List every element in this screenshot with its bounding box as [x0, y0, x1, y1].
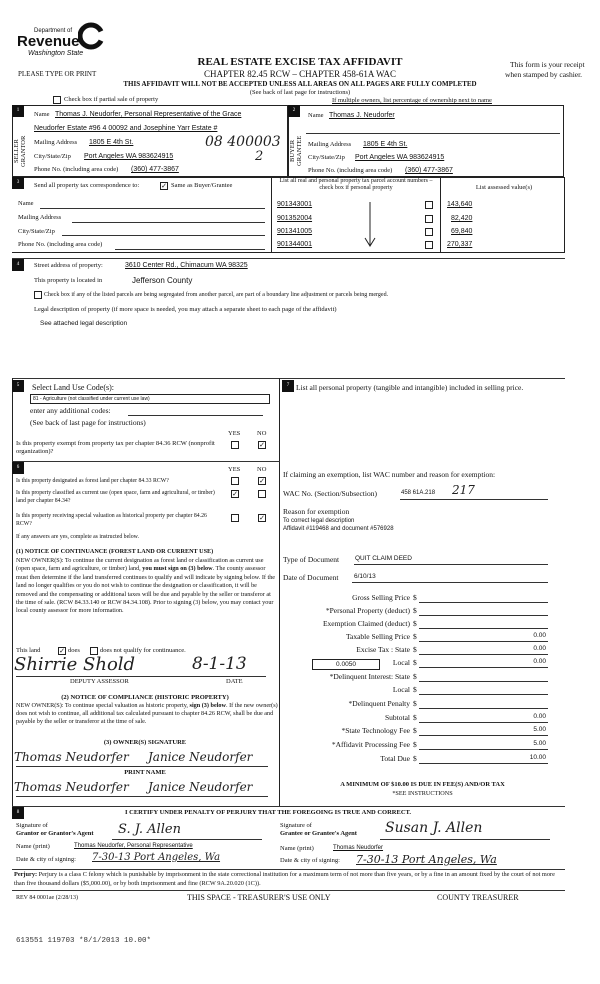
seller-name-line2[interactable]: Neudorfer Estate #96 4 00092 and Josephine Yarr Estate #	[34, 125, 218, 132]
buyer-name[interactable]: Thomas J. Neudorfer	[329, 112, 395, 119]
dollar-sign: $	[413, 685, 417, 694]
section-6-divider	[12, 461, 280, 462]
fee-label: Exemption Claimed (deduct)	[322, 619, 410, 628]
fee-line	[419, 749, 548, 750]
value-header: List assessed value(s)	[475, 184, 533, 191]
owner-sig-line	[16, 766, 268, 767]
county-treasurer: COUNTY TREASURER	[437, 893, 519, 902]
fee-line	[419, 708, 548, 709]
corr-phone-field[interactable]	[115, 249, 265, 250]
docdate-label: Date of Document	[283, 573, 339, 582]
corr-address-label: Mailing Address	[18, 214, 62, 221]
seller-name-label: Name	[34, 111, 50, 118]
fee-value[interactable]: 0.00	[533, 645, 546, 652]
grantor-name[interactable]: Thomas Neudorfer, Personal Representative	[74, 843, 193, 849]
parcel-number[interactable]: 901341005	[277, 228, 313, 235]
dollar-sign: $	[413, 754, 417, 763]
fee-value[interactable]: 0.00	[533, 713, 546, 720]
wac-label: WAC No. (Section/Subsection)	[283, 489, 377, 498]
grantee-date-city[interactable]: 7-30-13 Port Angeles, Wa	[356, 853, 497, 866]
yes-header-6: YES	[228, 466, 241, 473]
fee-label: Taxable Selling Price	[345, 632, 410, 641]
exempt-yes-checkbox[interactable]	[231, 441, 239, 449]
if-yes-note: If any answers are yes, complete as instructed below.	[16, 534, 139, 540]
footer-divider	[12, 890, 565, 891]
print-name-2: Janice Neudorfer	[148, 780, 253, 794]
date-label: DATE	[226, 678, 243, 685]
exempt-question: Is this property exempt from property tax per chapter 84.36 RCW (nonprofit organization)?	[16, 440, 215, 455]
form-subtitle: CHAPTER 82.45 RCW – CHAPTER 458-61A WAC	[204, 69, 396, 79]
section-8-divider	[12, 806, 565, 807]
street-label: Street address of property:	[34, 262, 103, 269]
fee-line	[419, 735, 548, 736]
assessor-line	[16, 676, 266, 677]
print-name-1: Thomas Neudorfer	[14, 780, 129, 794]
segregated-checkbox[interactable]	[34, 291, 42, 299]
fee-line	[419, 602, 548, 603]
same-as-buyer-label: Same as Buyer/Grantee	[171, 182, 233, 189]
fee-line	[419, 763, 548, 764]
fee-label: Local	[392, 685, 410, 694]
parcel-header: List all real and personal property tax parcel account numbers – check box if personal property	[279, 178, 433, 191]
section-6-badge: 6	[12, 462, 24, 474]
n2-text-a: NEW OWNER(S): To continue special valuation as historic property,	[16, 702, 190, 709]
buyer-phone-label: Phone No. (including area code)	[308, 167, 393, 174]
grantee-date-label: Date & city of signing:	[280, 857, 340, 864]
additional-codes-label: enter any additional codes:	[30, 406, 111, 415]
receipt-note-1: This form is your receipt	[510, 60, 585, 69]
reason-line2[interactable]: Affidavit #119468 and document #576928	[283, 526, 394, 532]
reason-line1[interactable]: To correct legal description	[283, 518, 355, 524]
additional-codes-field[interactable]	[128, 415, 263, 416]
handwritten-arrow-icon	[360, 198, 380, 250]
exempt-no-checkbox[interactable]: ✓	[259, 441, 265, 449]
buyer-name-label: Name	[308, 112, 324, 119]
parcel-number[interactable]: 901352004	[277, 215, 313, 222]
notice-continuance-title: (1) NOTICE OF CONTINUANCE (FOREST LAND OR CURRENT USE)	[16, 548, 214, 555]
notice-continuance-text	[16, 557, 278, 616]
seller-phone[interactable]: (360) 477-3867	[131, 166, 179, 173]
docdate-line	[352, 582, 548, 583]
grantee-name-label: Name (print)	[280, 845, 314, 852]
print-name-label: PRINT NAME	[124, 769, 166, 776]
current-use-question: Is this property classified as current use (open space, farm and agricultural, or timber) land per chapter 84.34?	[16, 490, 215, 504]
fee-label: *Affidavit Processing Fee	[331, 740, 410, 749]
dollar-sign: $	[413, 699, 417, 708]
buyer-name-line2	[306, 133, 560, 134]
assessed-value[interactable]: 143,640	[447, 201, 473, 208]
see-back: (See back of last page for instructions)	[249, 89, 351, 96]
dor-logo-icon	[78, 22, 104, 50]
logo-line2: Revenue	[17, 33, 80, 50]
grantor-label: Grantor or Grantor's Agent	[16, 830, 94, 837]
n2-text-b: . If the new owner(s) does not wish to continue, all additional tax calculated pursuant to chapter 84.26 RCW, shall be due and payable by the seller or transferor at the time of sale.	[16, 702, 278, 725]
grantee-name[interactable]: Thomas Neudorfer	[333, 845, 384, 851]
warning: THIS AFFIDAVIT WILL NOT BE ACCEPTED UNLESS ALL AREAS ON ALL PAGES ARE FULLY COMPLETED	[123, 80, 477, 88]
dollar-sign: $	[413, 593, 417, 602]
owner-signature-title: (3) OWNER(S) SIGNATURE	[103, 739, 187, 746]
reason-label: Reason for exemption	[283, 507, 350, 516]
section-3-badge: 3	[12, 177, 24, 189]
grantor-date-label: Date & city of signing:	[16, 856, 76, 863]
n1-text-b: . The county assessor must then determine if the land transferred continues to qualify and will indicate by signing below. If the land no longer qualifies or you do not wish to continue the designation or classification, it will be removed and the compensating or additional taxes will be due and payable by the seller or transferor at the time of sale. (RCW 84.33.140 or RCW 84.34.108). Prior to signing (3) below, you may contact your local county assessor for more information.	[16, 565, 276, 615]
yes-header: YES	[228, 430, 241, 437]
wac-number[interactable]: 458 61A.218	[401, 490, 436, 496]
multiple-owners-note: If multiple owners, list percentage of ownership next to name	[332, 97, 492, 104]
fee-label: Total Due	[380, 754, 410, 763]
n1-text-a: NEW OWNER(S): To continue the current designation as forest land or classification as current use (open space, farm and agriculture, or timber) land,	[16, 557, 264, 573]
partial-sale-checkbox[interactable]	[53, 96, 61, 104]
historic-question: Is this property receiving special valuation as historical property per chapter 84.26 RCW?	[16, 513, 207, 527]
perjury-bold: Perjury:	[14, 871, 38, 878]
local-rate-box[interactable]: 0.0050	[312, 659, 380, 670]
personal-property-checkbox[interactable]	[425, 241, 433, 249]
print-line	[16, 796, 268, 797]
exemption-label: If claiming an exemption, list WAC number and reason for exemption:	[283, 470, 496, 479]
doctype-line	[354, 564, 548, 565]
n1-bold: you must sign on (3) below	[142, 565, 213, 573]
notice-compliance-title: (2) NOTICE OF COMPLIANCE (HISTORIC PROPERTY)	[61, 694, 229, 701]
does-qualify-checkbox[interactable]: ✓	[59, 647, 65, 655]
sec5-see-back: (See back of last page for instructions)	[30, 418, 146, 427]
dollar-sign: $	[413, 632, 417, 641]
fee-line	[419, 694, 548, 695]
personal-property-checkbox[interactable]	[425, 201, 433, 209]
county[interactable]: Jefferson County	[132, 276, 193, 285]
fee-label: *Delinquent Interest: State	[329, 672, 410, 681]
buyer-city[interactable]: Port Angeles WA 983624915	[355, 154, 445, 161]
corr-city-field[interactable]	[62, 235, 265, 236]
grantee-sig-of: Signature of	[280, 822, 312, 829]
section-2-badge: 2	[288, 105, 300, 117]
grantee-signature: Susan J. Allen	[385, 820, 483, 836]
receipt-note-2: when stamped by cashier.	[505, 70, 583, 79]
grantee-sig-line	[380, 839, 550, 840]
perjury-notice	[14, 871, 566, 888]
grantor-sig-line	[112, 839, 262, 840]
treasurer-use-only: THIS SPACE - TREASURER'S USE ONLY	[187, 893, 331, 902]
cashier-stamp: 613551 119703 *8/1/2013 10.00*	[16, 937, 152, 945]
personal-property-checkbox[interactable]	[425, 215, 433, 223]
seller-city[interactable]: Port Angeles WA 983624915	[84, 153, 174, 160]
dollar-sign: $	[413, 658, 417, 667]
fee-label: Local	[392, 658, 410, 667]
dollar-sign: $	[413, 619, 417, 628]
dollar-sign: $	[413, 606, 417, 615]
grantor-name-label: Name (print)	[16, 843, 50, 850]
fee-label: Gross Selling Price	[352, 593, 410, 602]
fee-label: *Delinquent Penalty	[348, 699, 410, 708]
fee-line	[419, 641, 548, 642]
forest-yes-checkbox[interactable]	[231, 477, 239, 485]
assessor-date: 8-1-13	[192, 654, 247, 674]
dollar-sign: $	[413, 645, 417, 654]
minimum-note: A MINIMUM OF $10.00 IS DUE IN FEE(S) AND/OR TAX	[340, 781, 505, 788]
fee-label: *Personal Property (deduct)	[325, 606, 410, 615]
section-8-badge: 8	[12, 807, 24, 819]
does-not-label: does not qualify for continuance.	[100, 647, 186, 654]
corr-name-field[interactable]	[40, 208, 265, 209]
land-use-label: Select Land Use Code(s):	[32, 383, 114, 392]
dollar-sign: $	[413, 740, 417, 749]
no-header: NO	[257, 430, 267, 437]
assessed-value[interactable]: 69,840	[451, 228, 473, 235]
buyer-phone[interactable]: (360) 477-3867	[405, 167, 453, 174]
section-7-badge: 7	[282, 380, 294, 392]
assessed-value[interactable]: 270,337	[447, 241, 473, 248]
corr-city-label: City/State/Zip	[18, 228, 55, 235]
please-type: PLEASE TYPE OR PRINT	[18, 70, 97, 78]
current-use-yes-checkbox[interactable]: ✓	[232, 490, 238, 498]
deputy-assessor-label: DEPUTY ASSESSOR	[70, 678, 129, 685]
logo-line3: Washington State	[28, 50, 84, 57]
fee-value[interactable]: 5.00	[533, 740, 546, 747]
buyer-address[interactable]: 1805 E 4th St.	[363, 141, 408, 148]
current-use-no-checkbox[interactable]	[258, 490, 266, 498]
form-title: REAL ESTATE EXCISE TAX AFFIDAVIT	[197, 56, 403, 68]
doctype-label: Type of Document	[283, 555, 340, 564]
legal-description[interactable]: See attached legal description	[40, 320, 128, 327]
no-header-6: NO	[257, 466, 267, 473]
dollar-sign: $	[413, 726, 417, 735]
owner-signature-1: Thomas Neudorfer	[14, 750, 129, 764]
wac-line	[400, 499, 548, 500]
seller-city-label: City/State/Zip	[34, 153, 71, 160]
dollar-sign: $	[413, 672, 417, 681]
fee-line	[419, 681, 548, 682]
see-instructions: *SEE INSTRUCTIONS	[392, 790, 453, 797]
this-land-label: This land	[16, 647, 41, 654]
fee-label: Excise Tax : State	[356, 645, 410, 654]
personal-property-checkbox[interactable]	[425, 228, 433, 236]
dollar-sign: $	[413, 713, 417, 722]
perjury-divider	[12, 869, 565, 870]
assessed-value[interactable]: 82,420	[451, 215, 473, 222]
buyer-address-label: Mailing Address	[308, 141, 352, 148]
land-use-select[interactable]: 81 - Agriculture (not classified under current use law)	[30, 394, 270, 404]
doctype[interactable]: QUIT CLAIM DEED	[355, 555, 412, 562]
wac-handwritten: 217	[452, 483, 475, 497]
parcel-number[interactable]: 901344001	[277, 241, 313, 248]
grantee-label: Grantee or Grantee's Agent	[280, 830, 357, 837]
same-as-buyer-checkbox[interactable]: ✓	[161, 182, 167, 190]
grantor-date-city[interactable]: 7-30-13 Port Angeles, Wa	[92, 852, 221, 863]
section-5-badge: 5	[12, 380, 24, 392]
legal-label: Legal description of property (if more space is needed, you may attach a separate sheet to each page of the affidavit)	[34, 306, 337, 313]
fee-value[interactable]: 5.00	[533, 726, 546, 733]
section-4-badge: 4	[12, 259, 24, 271]
perjury-text: Perjury is a class C felony which is punishable by imprisonment in the state correctional institution for a maximum term of not more than five years, or by a fine in an amount fixed by the court of not more than five thousand dollars ($5,000.00), or by both imprisonment and fine (RCW 9A.20.020 (1C)).	[14, 871, 555, 887]
certify-statement: I CERTIFY UNDER PENALTY OF PERJURY THAT THE FOREGOING IS TRUE AND CORRECT.	[125, 809, 412, 816]
fee-line	[419, 722, 548, 723]
partial-sale-label: Check box if partial sale of property	[64, 96, 159, 103]
fee-line	[419, 628, 548, 629]
seller-address[interactable]: 1805 E 4th St.	[89, 139, 134, 146]
seller-side-label: SELLER GRANTOR	[13, 135, 27, 167]
seller-address-label: Mailing Address	[34, 139, 78, 146]
segregated-label: Check box if any of the listed parcels are being segregated from another parcel, are part of a boundary line adjustment or parcels being merged.	[44, 292, 389, 298]
section-1-badge: 1	[12, 105, 24, 117]
section-4-divider	[12, 258, 565, 259]
handwritten-2: 2	[255, 149, 264, 164]
street-address[interactable]: 3610 Center Rd., Chimacum WA 98325	[125, 262, 248, 269]
grantor-signature: S. J. Allen	[118, 822, 181, 837]
docdate[interactable]: 6/10/13	[354, 573, 376, 580]
owner-signature-2: Janice Neudorfer	[148, 750, 253, 764]
n2-bold: sign (3) below	[189, 702, 226, 709]
seller-name-line1[interactable]: Thomas J. Neudorfer, Personal Representative of the Grace	[55, 111, 242, 118]
fee-value[interactable]: 0.00	[533, 658, 546, 665]
handwritten-number: 08 400003	[205, 134, 281, 150]
fee-line	[419, 615, 548, 616]
corr-phone-label: Phone No. (including area code)	[18, 241, 103, 248]
send-correspondence-label: Send all property tax correspondence to:	[34, 182, 140, 189]
fee-line	[419, 667, 548, 668]
personal-property-note: List all personal property (tangible and intangible) included in selling price.	[296, 383, 524, 392]
forest-no-checkbox[interactable]: ✓	[259, 477, 265, 485]
historic-yes-checkbox[interactable]	[231, 514, 239, 522]
historic-no-checkbox[interactable]: ✓	[259, 514, 265, 522]
fee-label: *State Technology Fee	[341, 726, 410, 735]
buyer-city-label: City/State/Zip	[308, 154, 345, 161]
fee-value[interactable]: 0.00	[533, 632, 546, 639]
seller-phone-label: Phone No. (including area code)	[34, 166, 119, 173]
corr-name-label: Name	[18, 200, 34, 207]
located-label: This property is located in	[34, 277, 103, 284]
forest-question: Is this property designated as forest land per chapter 84.33 RCW?	[16, 478, 169, 484]
logo-line1: Department of	[34, 28, 73, 34]
parcel-number[interactable]: 901343001	[277, 201, 313, 208]
fee-line	[419, 654, 548, 655]
grantor-sig-of: Signature of	[16, 822, 48, 829]
does-label: does	[68, 647, 80, 654]
assessor-signature: Shirrie Shold	[14, 654, 136, 675]
fee-value[interactable]: 10.00	[529, 754, 546, 761]
buyer-side-label: BUYER GRANTEE	[289, 135, 303, 167]
rev-code: REV 84 0001ae (2/28/13)	[16, 895, 79, 901]
notice-compliance-text	[16, 702, 278, 726]
corr-address-field[interactable]	[72, 222, 265, 223]
fee-label: Subtotal	[384, 713, 410, 722]
